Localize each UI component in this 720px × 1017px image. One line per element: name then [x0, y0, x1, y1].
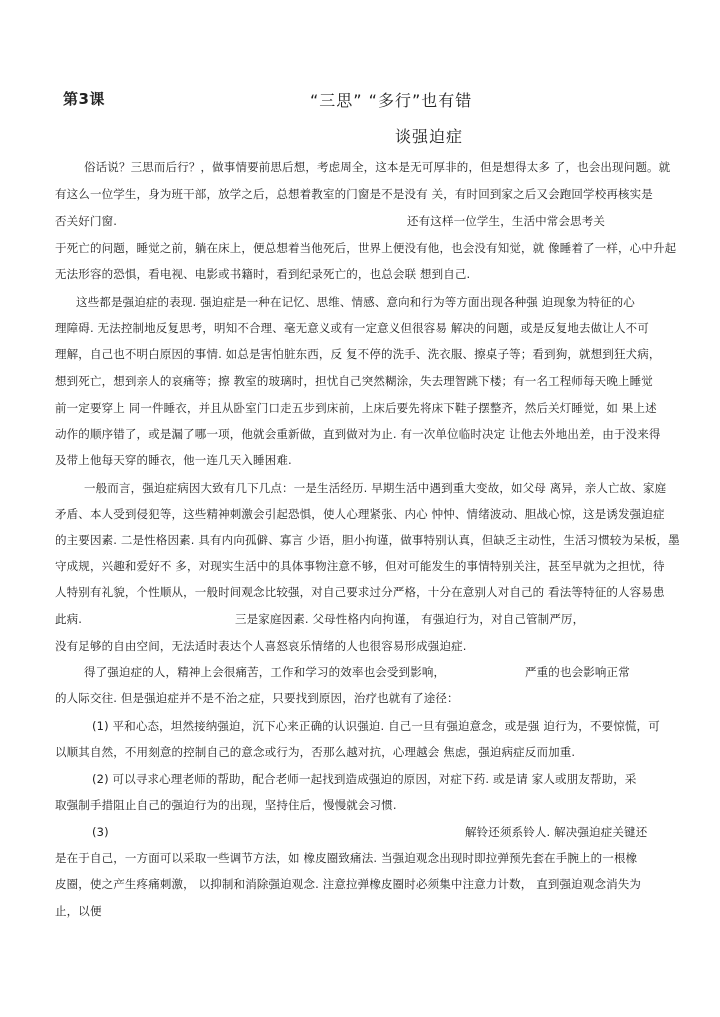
body-text-line: 是在于自己，一方面可以采取一些调节方法，如 橡皮圈致痛法. 当强迫观念出现时即拉弹预先套在手腕上的一根橡	[55, 851, 638, 865]
body-text-line: 理解，自己也不明白原因的事情. 如总是害怕脏东西，反 复不停的洗手、洗衣服、擦桌子等；看到狗，就想到狂犬病，	[55, 347, 661, 361]
body-text-line: 有这么一位学生，身为班干部，放学之后，总想着教室的门窗是不是没有 关，有时回到家之后又会跑回学校再核实是	[55, 187, 653, 201]
body-text-line: 这些都是强迫症的表现. 强迫症是一种在记忆、思维、情感、意向和行为等方面出现各种强 迫现象为特征的心	[76, 295, 635, 309]
body-text-line: 无法形容的恐惧，看电视、电影或书籍时，看到纪录死亡的，也总会联 想到自己.	[55, 267, 471, 281]
body-text-line: 的主要因素. 二是性格因素. 具有内向孤僻、寡言 少语，胆小拘谨，做事特别认真，但缺乏主动性，生活习惯较为呆板，墨	[55, 533, 680, 547]
body-text-line: 一般而言，强迫症病因大致有几下几点：一是生活经历. 早期生活中遇到重大变故，如父母 离异，亲人亡故、家庭	[84, 481, 667, 495]
body-text-line: (2) 可以寻求心理老师的帮助，配合老师一起找到造成强迫的原因，对症下药. 或是请 家人或朋友帮助，采	[92, 772, 637, 786]
body-text-line: 守成规，兴趣和爱好不 多，对现实生活中的具体事物注意不够，但对可能发生的事情特别关注，甚至早就为之担忧，待	[55, 559, 665, 573]
body-text-line: 前一定要穿上 同一件睡衣，并且从卧室门口走五步到床前，上床后要先将床下鞋子摆整齐，然后关灯睡觉，如 果上述	[55, 401, 657, 415]
body-text-line: 解铃还须系铃人. 解决强迫症关键还	[465, 825, 648, 839]
body-text-line: 三是家庭因素. 父母性格内向拘谨， 有强迫行为，对自己管制严厉，	[235, 612, 585, 626]
body-text-line: 以顺其自然，不用刻意的控制自己的意念或行为，否那么越对抗，心理越会 焦虑，强迫病症反而加重.	[55, 745, 576, 759]
body-text-line: 否关好门窗.	[55, 214, 118, 228]
body-text-line: 动作的顺序错了，或是漏了哪一项，他就会重新做，直到做对为止. 有一次单位临时决定 让他去外地出差，由于没来得	[55, 427, 661, 441]
body-text-line: 此病.	[55, 612, 83, 626]
article-title: “三思” “多行”也有错	[310, 91, 473, 110]
body-text-line: 于死亡的问题，睡觉之前，躺在床上，便总想着当他死后，世界上便没有他，也会没有知觉，就 像睡着了一样，心中升起	[55, 241, 677, 255]
body-text-line: 没有足够的自由空间，无法适时表达个人喜怒哀乐情绪的人也很容易形成强迫症.	[55, 639, 467, 653]
body-text-line: 还有这样一位学生，生活中常会思考关	[407, 214, 606, 228]
body-text-line: 想到死亡，想到亲人的哀痛等；擦 教室的玻璃时，担忧自己突然糊涂，失去理智跳下楼；有一名工程师每天晚上睡觉	[55, 374, 653, 388]
body-text-line: 的人际交往. 但是强迫症并不是不治之症，只要找到原因，治疗也就有了途径：	[55, 691, 459, 705]
article-subtitle: 谈强迫症	[395, 127, 464, 146]
body-text-line: (1) 平和心态，坦然接纳强迫，沉下心来正确的认识强迫. 自己一旦有强迫意念，或是强 迫行为，不要惊慌，可	[92, 719, 660, 733]
body-text-line: 得了强迫症的人，精神上会很痛苦，工作和学习的效率也会受到影响，	[84, 665, 446, 679]
body-text-line: (3)	[92, 825, 109, 839]
body-text-line: 及带上他每天穿的睡衣，他一连几天入睡困难.	[55, 453, 292, 467]
body-text-line: 止，以便	[55, 904, 102, 918]
body-text-line: 人特别有礼貌，个性顺从，一般时间观念比较强，对自己要求过分严格，十分在意别人对自己的 看法等特征的人容易患	[55, 585, 665, 599]
body-text-line: 皮圈，使之产生疼痛刺激， 以抑制和消除强迫观念. 注意拉弹橡皮圈时必须集中注意力计数， 直到强迫观念消失为	[55, 877, 642, 891]
lesson-label: 第3课	[63, 90, 105, 108]
body-text-line: 俗话说？三思而后行？，做事情要前思后想，考虑周全，这本是无可厚非的，但是想得太多 了，也会出现问题。就	[84, 160, 671, 174]
body-text-line: 矛盾、本人受到侵犯等，这些精神刺激会引起恐惧，使人心理紧张、内心 忡忡、情绪波动、胆战心惊，这是诱发强迫症	[55, 507, 665, 521]
body-text-line: 理障碍. 无法控制地反复思考，明知不合理、毫无意义或有一定意义但很容易 解决的问题，或是反复地去做让人不可	[55, 321, 649, 335]
body-text-line: 取强制手措阻止自己的强迫行为的出现，坚持住后，慢慢就会习惯.	[55, 798, 397, 812]
body-text-line: 严重的也会影响正常	[525, 665, 630, 679]
